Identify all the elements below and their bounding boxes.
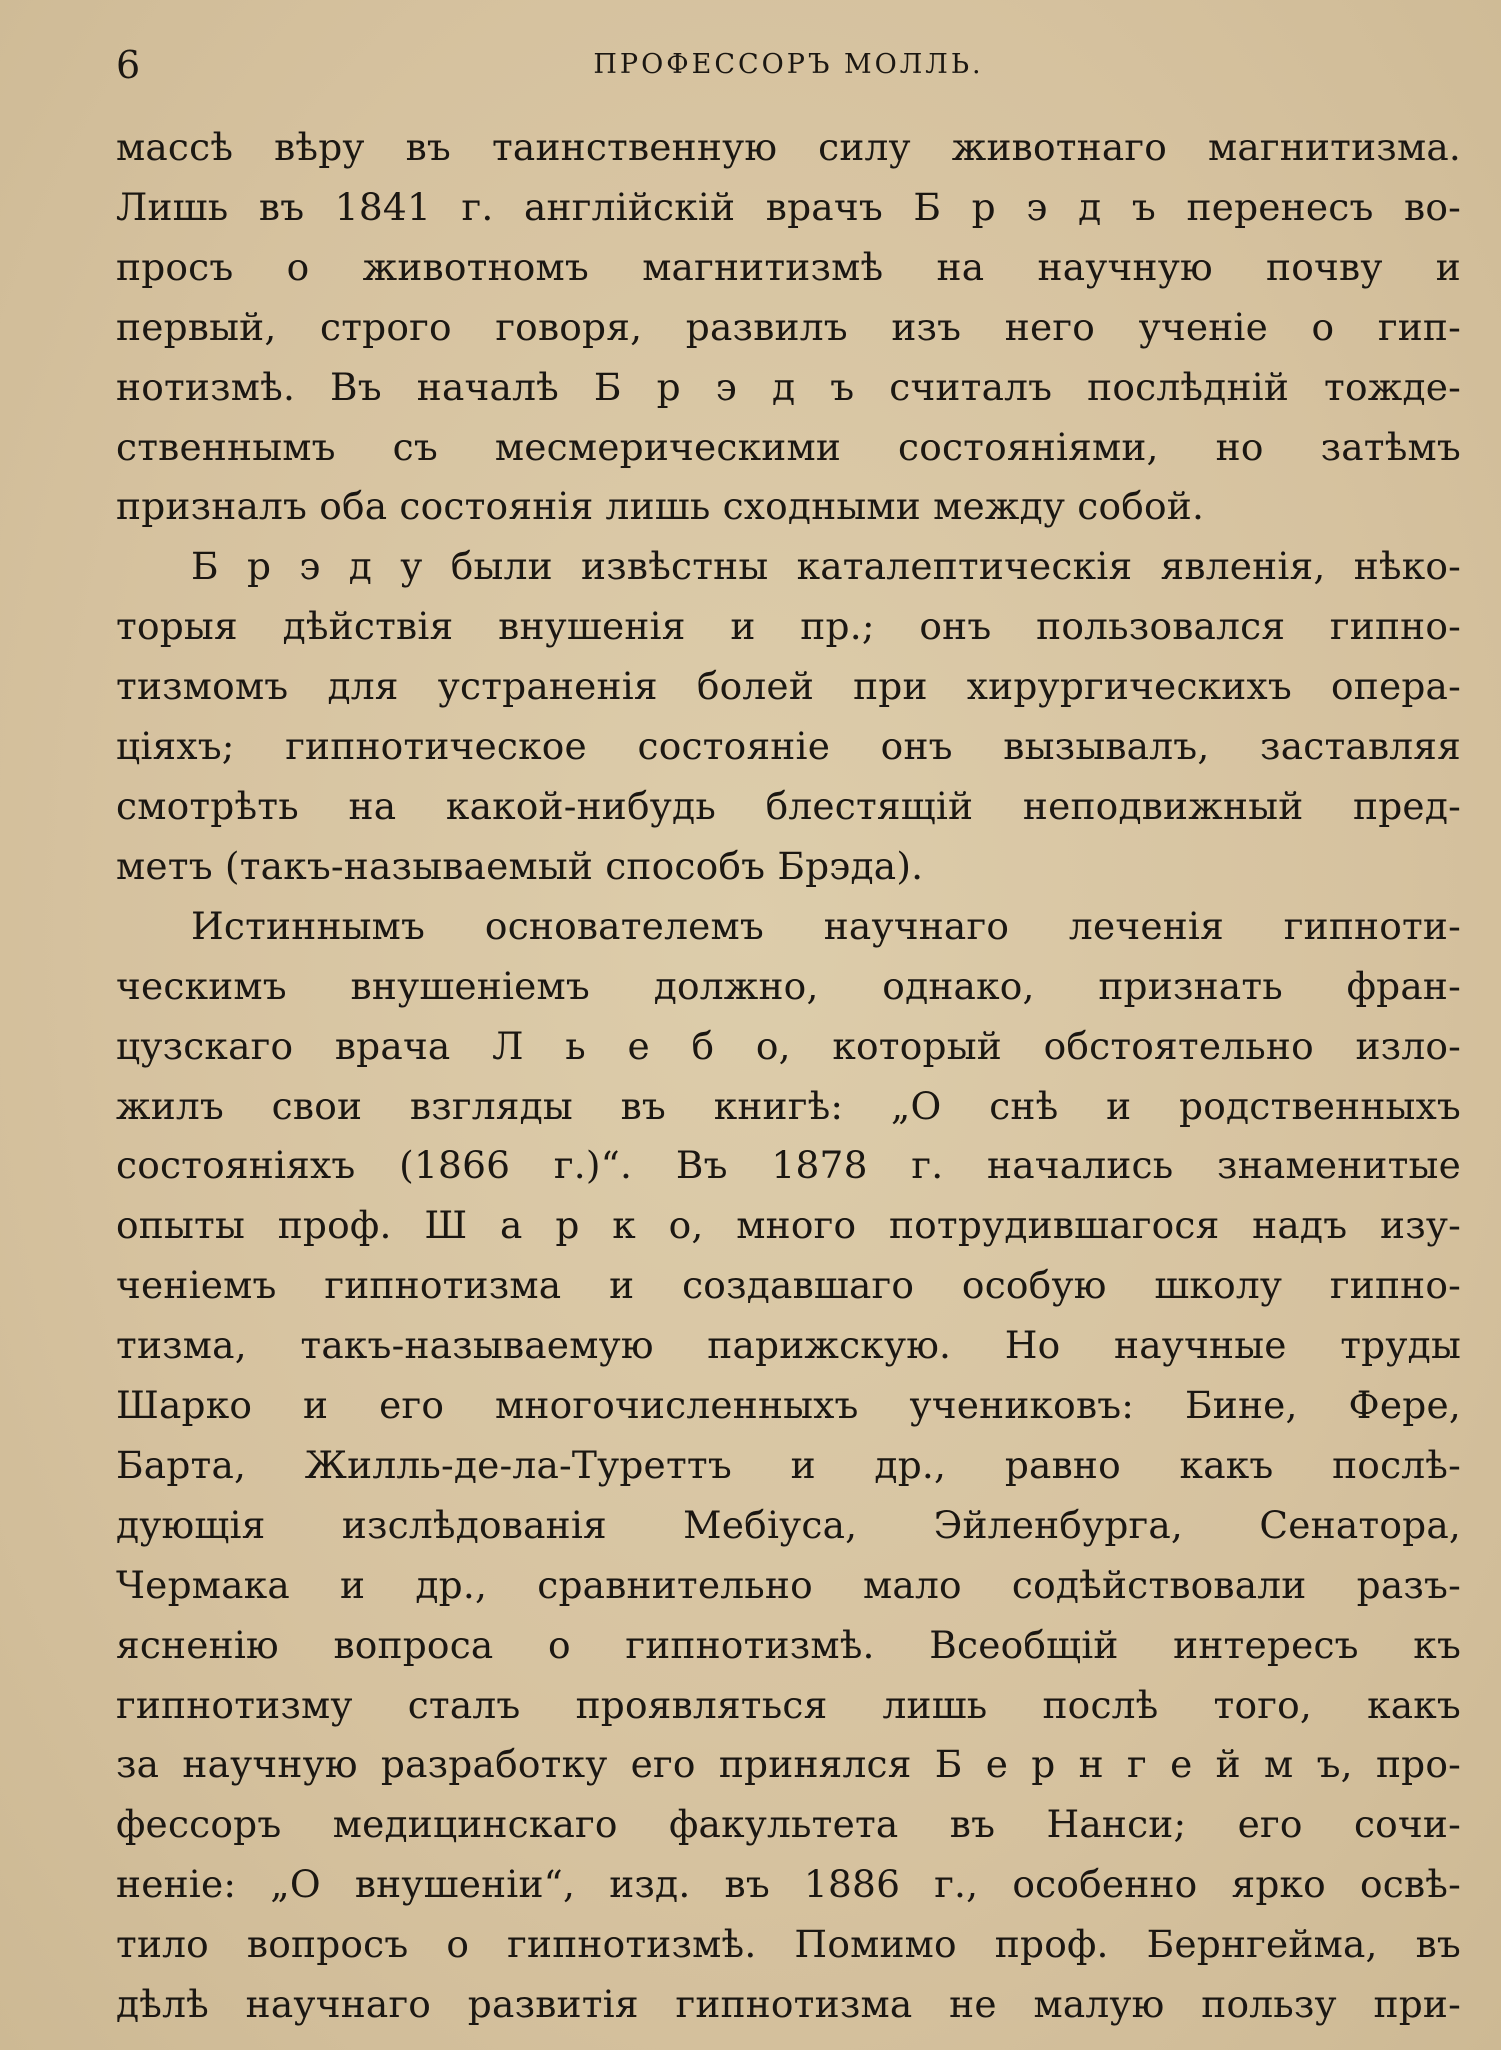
text-line: торыя дѣйствія внушенія и пр.; онъ пользовался гипно-: [116, 604, 1461, 648]
text-line: фессоръ медицинскаго факультета въ Нанси; его сочи-: [116, 1802, 1461, 1846]
text-line: за научную разработку его принялся Б е р н г е й м ъ, про-: [116, 1742, 1461, 1786]
text-line: Барта, Жилль-де-ла-Туреттъ и др., равно какъ послѣ-: [116, 1443, 1461, 1487]
text-line: Б р э д у были извѣстны каталептическія явленія, нѣко-: [191, 544, 1461, 588]
text-line: жилъ свои взгляды въ книгѣ: „О снѣ и родственныхъ: [116, 1084, 1461, 1128]
text-line: смотрѣть на какой-нибудь блестящій неподвижный пред-: [116, 784, 1461, 828]
text-line: Шарко и его многочисленныхъ учениковъ: Бине, Фере,: [116, 1383, 1461, 1427]
text-line: тило вопросъ о гипнотизмѣ. Помимо проф. Бернгейма, въ: [116, 1922, 1461, 1966]
text-line: Истиннымъ основателемъ научнаго леченія гипноти-: [191, 904, 1461, 948]
page-header: [116, 40, 1461, 90]
text-line: ственнымъ съ месмерическими состояніями, но затѣмъ: [116, 425, 1461, 469]
text-line: метъ (такъ-называемый способъ Брэда).: [116, 844, 924, 888]
text-line: неніе: „О внушеніи“, изд. въ 1886 г., особенно ярко освѣ-: [116, 1862, 1461, 1906]
text-line: ясненію вопроса о гипнотизмѣ. Всеобщій интересъ къ: [116, 1623, 1461, 1667]
text-line: Лишь въ 1841 г. англійскій врачъ Б р э д ъ перенесъ во-: [116, 185, 1461, 229]
running-head: ПРОФЕССОРЪ МОЛЛЬ.: [593, 49, 984, 80]
text-line: цузскаго врача Л ь е б о, который обстоятельно изло-: [116, 1024, 1461, 1068]
text-line: первый, строго говоря, развилъ изъ него ученіе о гип-: [116, 305, 1461, 349]
text-line: тизмомъ для устраненія болей при хирургическихъ опера-: [116, 664, 1461, 708]
text-line: массѣ вѣру въ таинственную силу животнаго магнитизма.: [116, 125, 1461, 169]
text-line: опыты проф. Ш а р к о, много потрудившагося надъ изу-: [116, 1203, 1461, 1247]
text-line: призналъ оба состоянія лишь сходными между собой.: [116, 484, 1205, 528]
text-line: ческимъ внушеніемъ должно, однако, признать фран-: [116, 964, 1461, 1008]
text-line: дѣлѣ научнаго развитія гипнотизма не малую пользу при-: [116, 1982, 1461, 2026]
text-line: состояніяхъ (1866 г.)“. Въ 1878 г. начались знаменитые: [116, 1143, 1461, 1187]
text-line: просъ о животномъ магнитизмѣ на научную почву и: [116, 245, 1461, 289]
text-line: нотизмѣ. Въ началѣ Б р э д ъ считалъ послѣдній тожде-: [116, 365, 1461, 409]
text-line: ченіемъ гипнотизма и создавшаго особую школу гипно-: [116, 1263, 1461, 1307]
text-line: тизма, такъ-называемую парижскую. Но научные труды: [116, 1323, 1461, 1367]
page-number: 6: [116, 43, 141, 87]
text-line: гипнотизму сталъ проявляться лишь послѣ того, какъ: [116, 1683, 1461, 1727]
text-line: ціяхъ; гипнотическое состояніе онъ вызывалъ, заставляя: [116, 724, 1461, 768]
text-line: Чермака и др., сравнительно мало содѣйствовали разъ-: [116, 1563, 1461, 1607]
text-line: дующія изслѣдованія Мебіуса, Эйленбурга, Сенатора,: [116, 1503, 1461, 1547]
